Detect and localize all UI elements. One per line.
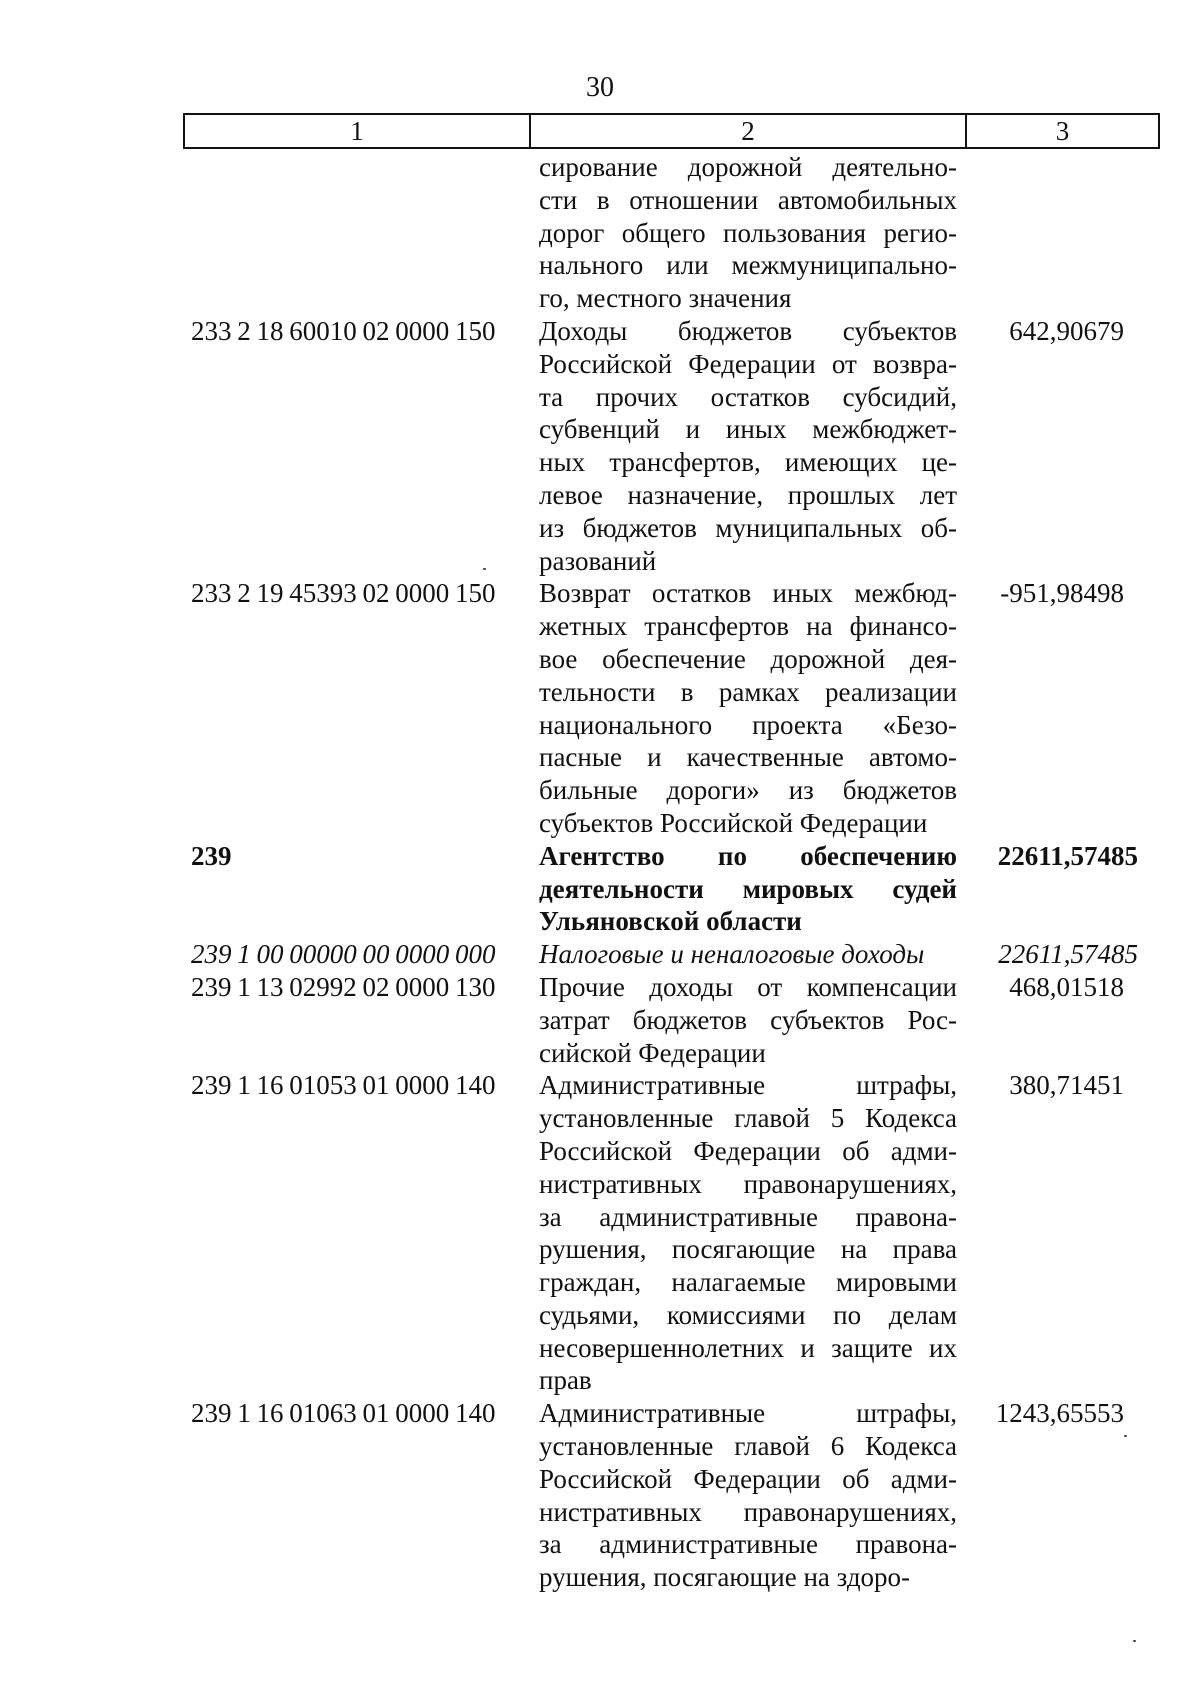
revenue-name-line: бильные дороги» из бюджетов bbox=[539, 775, 957, 806]
budget-code-cell: 239 1 00 00000 00 0000 000 bbox=[191, 939, 496, 970]
budget-code-cell: 233 2 18 60010 02 0000 150 bbox=[191, 315, 496, 346]
table-row bbox=[183, 1069, 1160, 1397]
revenue-name-line: сийской Федерации bbox=[539, 1037, 766, 1068]
revenue-name-line: го, местного значения bbox=[539, 283, 792, 314]
revenue-name-line: Административные штрафы, bbox=[539, 1070, 957, 1101]
budget-code-cell: 233 2 19 45393 02 0000 150 bbox=[191, 578, 496, 609]
revenue-name-line: Российской Федерации об адми- bbox=[539, 1463, 957, 1494]
revenue-name-line: Российской Федерации от возвра- bbox=[539, 348, 957, 379]
revenue-name-line: Доходы бюджетов субъектов bbox=[539, 315, 957, 346]
page-number: 30 bbox=[586, 72, 614, 103]
amount-cell: 22611,57485 bbox=[998, 939, 1138, 970]
table-header-row bbox=[183, 113, 1160, 149]
table-row bbox=[183, 938, 1160, 971]
amount-cell: 1243,65553 bbox=[995, 1398, 1124, 1429]
revenue-name-line: за административные правона- bbox=[539, 1201, 957, 1232]
revenue-name-line: Агентство по обеспечению bbox=[539, 840, 957, 871]
scan-speck bbox=[1124, 1435, 1127, 1437]
revenue-name-line: нистративных правонарушениях, bbox=[539, 1168, 957, 1199]
revenue-name-line: ных трансфертов, имеющих це- bbox=[539, 447, 957, 478]
revenue-name-line: из бюджетов муниципальных об- bbox=[539, 512, 957, 543]
revenue-name-line: установленные главой 5 Кодекса bbox=[539, 1103, 957, 1134]
table-row bbox=[183, 840, 1160, 938]
amount-cell: -951,98498 bbox=[1000, 578, 1124, 609]
revenue-name-line: тельности в рамках реализации bbox=[539, 676, 957, 707]
revenue-name-cell bbox=[529, 971, 965, 1069]
header-cell-name: 2 bbox=[531, 115, 967, 147]
revenue-name-line: Налоговые и неналоговые доходы bbox=[539, 939, 925, 970]
revenue-name-cell bbox=[529, 840, 965, 938]
revenue-name-cell bbox=[529, 315, 965, 577]
revenue-name-line: та прочих остатков субсидий, bbox=[539, 381, 957, 412]
revenue-name-line: судьями, комиссиями по делам bbox=[539, 1299, 957, 1330]
revenue-name-line: Российской Федерации об адми- bbox=[539, 1135, 957, 1166]
revenue-name-line: жетных трансфертов на финансо- bbox=[539, 611, 957, 642]
budget-code-cell: 239 1 13 02992 02 0000 130 bbox=[191, 971, 496, 1002]
scan-speck bbox=[483, 568, 486, 570]
budget-code-cell: 239 1 16 01053 01 0000 140 bbox=[191, 1070, 496, 1101]
revenue-name-line: несовершеннолетних и защите их bbox=[539, 1332, 957, 1363]
revenue-name-cell bbox=[529, 1397, 965, 1594]
revenue-name-line: левое назначение, прошлых лет bbox=[539, 479, 957, 510]
revenue-name-line: Ульяновской области bbox=[539, 906, 802, 937]
budget-code-cell: 239 bbox=[191, 840, 232, 871]
revenue-name-line: затрат бюджетов субъектов Рос- bbox=[539, 1004, 957, 1035]
revenue-name-line: разований bbox=[539, 545, 657, 576]
table-row bbox=[183, 151, 1160, 315]
revenue-name-cell bbox=[529, 151, 965, 315]
revenue-name-cell bbox=[529, 1069, 965, 1397]
table-row bbox=[183, 1397, 1160, 1594]
revenue-name-line: субъектов Российской Федерации bbox=[539, 807, 928, 838]
revenue-name-line: Прочие доходы от компенсации bbox=[539, 971, 957, 1002]
revenue-name-line: сти в отношении автомобильных bbox=[539, 184, 957, 215]
revenue-name-line: дорог общего пользования регио- bbox=[539, 217, 957, 248]
revenue-name-line: субвенций и иных межбюджет- bbox=[539, 414, 957, 445]
revenue-name-line: прав bbox=[539, 1365, 592, 1396]
revenue-name-line: вое обеспечение дорожной дея- bbox=[539, 643, 957, 674]
header-cell-code: 1 bbox=[185, 115, 531, 147]
revenue-name-line: пасные и качественные автомо- bbox=[539, 742, 957, 773]
amount-cell: 468,01518 bbox=[1009, 971, 1124, 1002]
scan-speck bbox=[1133, 1640, 1136, 1642]
table-row bbox=[183, 971, 1160, 1069]
table-row bbox=[183, 315, 1160, 577]
amount-cell: 22611,57485 bbox=[997, 840, 1138, 871]
budget-code-cell: 239 1 16 01063 01 0000 140 bbox=[191, 1398, 496, 1429]
header-cell-amount: 3 bbox=[1055, 116, 1070, 146]
revenue-name-line: нистративных правонарушениях, bbox=[539, 1496, 957, 1527]
revenue-name-line: за административные правона- bbox=[539, 1529, 957, 1560]
amount-cell: 380,71451 bbox=[1009, 1070, 1124, 1101]
revenue-table-body bbox=[183, 151, 1160, 1594]
revenue-name-line: граждан, налагаемые мировыми bbox=[539, 1267, 957, 1298]
revenue-name-line: нального или межмуниципально- bbox=[539, 250, 957, 281]
amount-cell: 642,90679 bbox=[1009, 315, 1124, 346]
table-row bbox=[183, 577, 1160, 839]
revenue-name-line: рушения, посягающие на права bbox=[539, 1234, 957, 1265]
revenue-name-line: Административные штрафы, bbox=[539, 1398, 957, 1429]
revenue-name-line: деятельности мировых судей bbox=[539, 873, 957, 904]
revenue-name-line: национального проекта «Безо- bbox=[539, 709, 957, 740]
revenue-name-cell bbox=[529, 938, 965, 971]
revenue-name-line: сирование дорожной деятельно- bbox=[539, 152, 957, 182]
revenue-name-line: установленные главой 6 Кодекса bbox=[539, 1431, 957, 1462]
revenue-name-cell bbox=[529, 577, 965, 839]
revenue-name-line: Возврат остатков иных межбюд- bbox=[539, 578, 957, 609]
revenue-name-line: рушения, посягающие на здоро- bbox=[539, 1562, 911, 1593]
